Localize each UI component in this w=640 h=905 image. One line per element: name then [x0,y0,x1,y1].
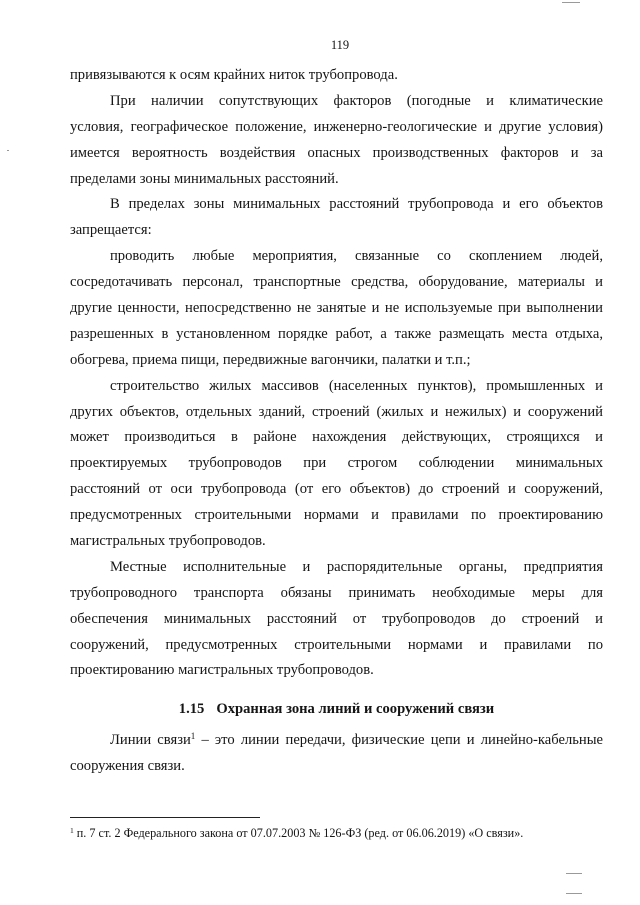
text-line: запрещается: [70,222,152,239]
page-number: 119 [330,38,350,52]
text-line: магистральных трубопроводов. [70,533,266,550]
text-line: разрешенных в установленном порядке работ, а также размещать места отдыха, [70,325,603,342]
text-line: расстояний от оси трубопровода (от его объектов) до строений и сооружений, [70,481,603,498]
paragraph [70,63,603,89]
section-number: 1.15 [178,701,205,717]
section-title: Охранная зона линий и сооружений связи [216,701,495,717]
scan-speck [566,873,582,874]
text-line: Местные исполнительные и распорядительные органы, предприятия [110,558,603,575]
text-line: При наличии сопутствующих факторов (погодные и климатические [110,92,603,109]
paragraph [70,192,603,244]
text-line: имеется вероятность воздействия опасных производственных факторов и за [70,144,603,161]
text-line: предусмотренных строительными нормами и правилами по проектированию [70,507,603,524]
text-line: сооружения связи. [70,757,185,774]
text-line: проектированию магистральных трубопроводов. [70,662,374,679]
paragraph [70,555,603,684]
text-line: пределами зоны минимальных расстояний. [70,170,339,187]
text-line: проектируемых трубопроводов при строгом соблюдении минимальных [70,455,603,472]
body-text [70,63,603,684]
text-line: обогрева, приема пищи, передвижные вагончики, палатки и т.п.; [70,351,471,368]
text-line: обеспечения минимальных расстояний от трубопроводов до строений и [70,610,603,627]
footnote-ref: 1 [190,731,196,742]
text-line: сосредотачивать персонал, транспортные средства, оборудование, материалы и [70,274,603,291]
text-line: строительство жилых массивов (населенных пунктов), промышленных и [110,377,603,394]
scan-speck [566,893,582,894]
text-line: проводить любые мероприятия, связанные со скоплением людей, [110,248,603,265]
footnote-text: п. 7 ст. 2 Федерального закона от 07.07.2003 № 126-ФЗ (ред. от 06.06.2019) «О связи». [76,826,524,840]
footnote-marker: 1 [70,826,74,836]
paragraph [70,89,603,193]
paragraph [70,244,603,373]
text-line-rest: – это линии передачи, физические цепи и линейно-кабельные [195,732,603,748]
defined-term: Линии связи [110,732,191,748]
text-line [70,728,603,754]
scan-speck [7,150,9,151]
text-line: может производиться в районе нахождения действующих, строящихся и [70,429,603,446]
text-line: В пределах зоны минимальных расстояний трубопровода и его объектов [110,196,603,213]
text-line: другие ценности, непосредственно не занятые и не используемые при выполнении [70,300,603,317]
footnote [70,825,603,841]
scan-speck [562,2,580,3]
text-line: условия, географическое положение, инженерно-геологические и другие условия) [70,118,603,135]
section-heading [70,696,603,722]
footnote-separator [70,817,260,818]
text-line: трубопроводного транспорта обязаны принимать необходимые меры для [70,584,603,601]
text-line: других объектов, отдельных зданий, строений (жилых и нежилых) и сооружений [70,403,603,420]
paragraph [70,728,603,780]
text-line: сооружений, предусмотренных строительными нормами и правилами по [70,636,603,653]
paragraph [70,374,603,555]
text-line: привязываются к осям крайних ниток трубопровода. [70,67,398,83]
